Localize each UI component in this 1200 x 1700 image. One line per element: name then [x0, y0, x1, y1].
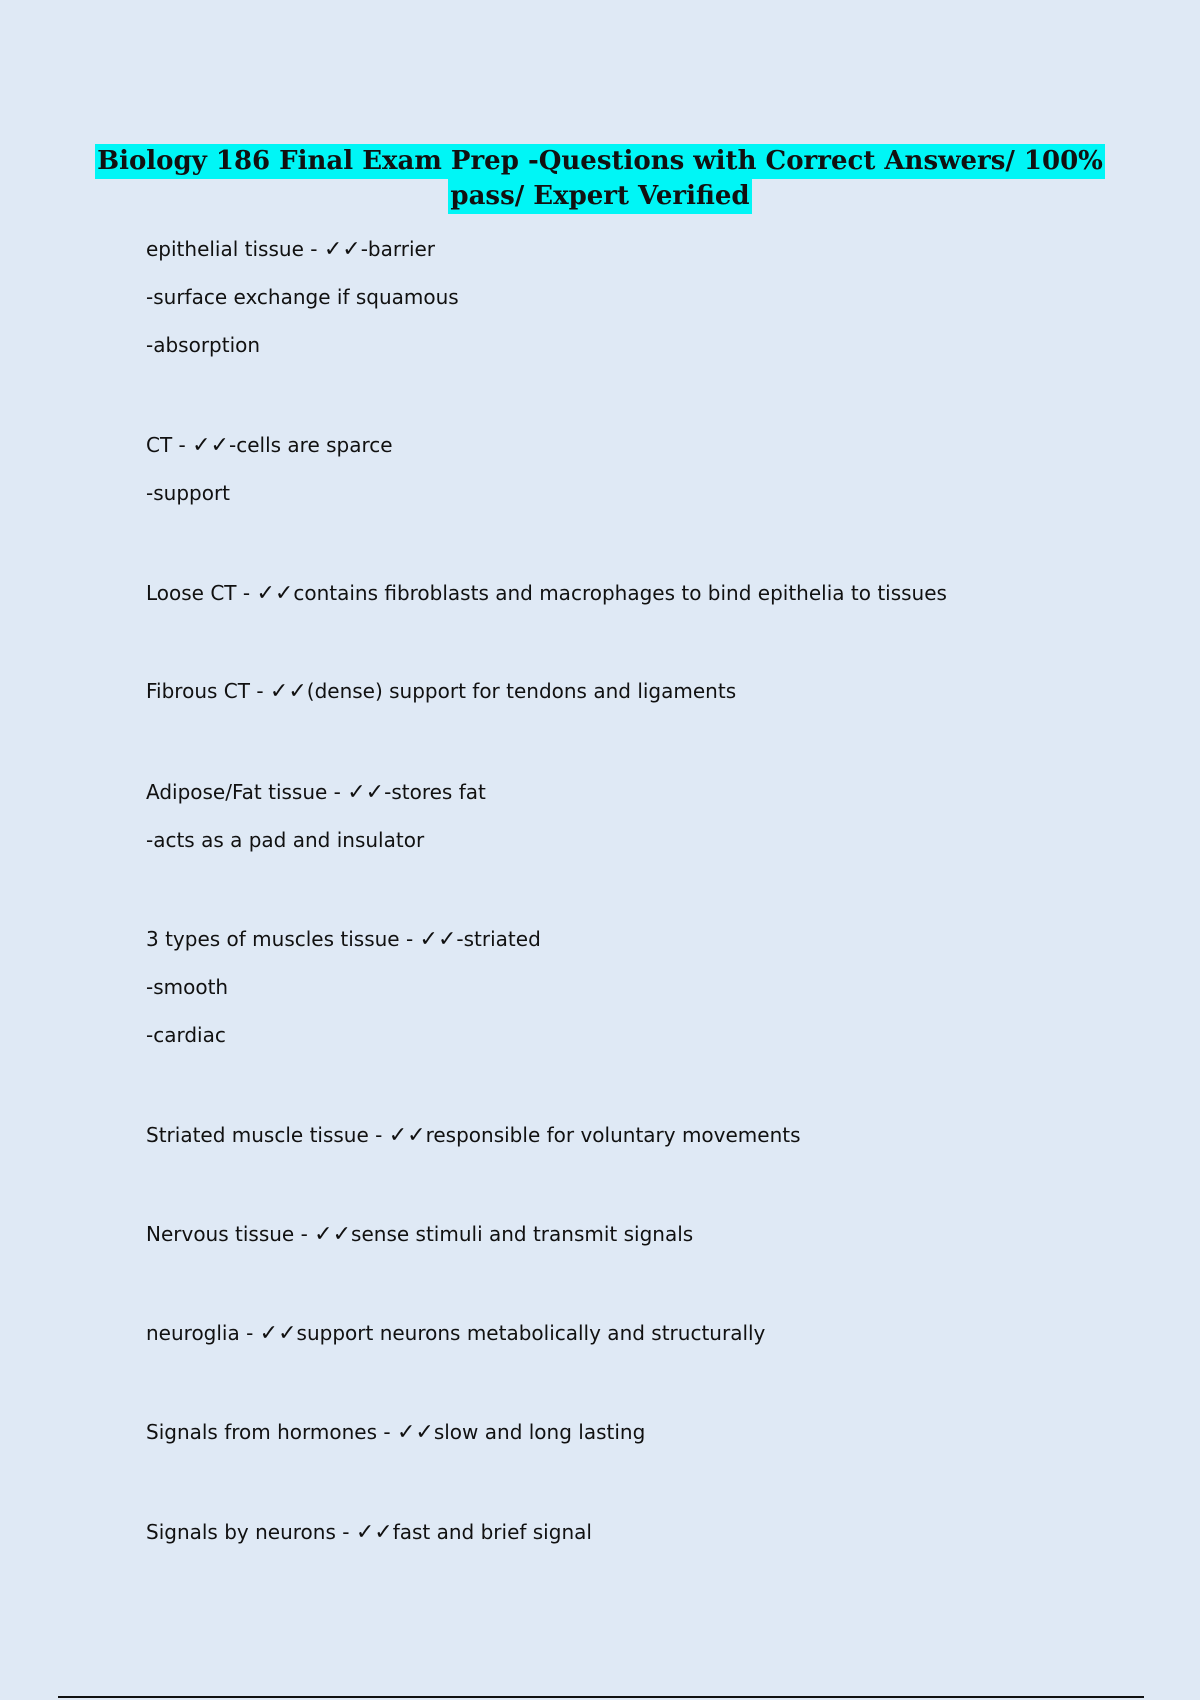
qa-answer: -stores fat: [384, 780, 486, 804]
double-check-icon: ✓✓: [396, 1420, 434, 1445]
qa-term: CT -: [146, 433, 193, 457]
qa-answer: -striated: [456, 927, 541, 951]
qa-entry-term-line: [146, 1221, 693, 1248]
qa-entry-term-line: [146, 1122, 801, 1149]
double-check-icon: ✓✓: [314, 1222, 352, 1247]
qa-term: Signals from hormones -: [146, 1420, 397, 1444]
qa-entry-term-line: [146, 432, 393, 459]
qa-answer-continuation: -cardiac: [146, 1023, 226, 1047]
qa-term: neuroglia -: [146, 1321, 260, 1345]
qa-answer-continuation: -surface exchange if squamous: [146, 285, 459, 309]
document-title: [0, 144, 1200, 214]
title-line-1: Biology 186 Final Exam Prep -Questions with Correct Answers/ 100%: [95, 144, 1105, 179]
qa-answer-continuation: -smooth: [146, 975, 229, 999]
qa-answer: -cells are sparce: [229, 433, 393, 457]
qa-answer: -barrier: [360, 237, 436, 261]
double-check-icon: ✓✓: [355, 1520, 393, 1545]
qa-term: 3 types of muscles tissue -: [146, 927, 420, 951]
qa-entry-term-line: [146, 1519, 592, 1546]
double-check-icon: ✓✓: [388, 1123, 426, 1148]
double-check-icon: ✓✓: [256, 581, 294, 606]
qa-term: Striated muscle tissue -: [146, 1123, 389, 1147]
double-check-icon: ✓✓: [323, 237, 361, 262]
qa-answer: contains fibroblasts and macrophages to bind epithelia to tissues: [293, 581, 947, 605]
qa-answer: responsible for voluntary movements: [425, 1123, 801, 1147]
qa-answer-continuation: -support: [146, 481, 231, 505]
qa-term: Nervous tissue -: [146, 1222, 315, 1246]
double-check-icon: ✓✓: [419, 927, 457, 952]
qa-answer: (dense) support for tendons and ligaments: [306, 679, 737, 703]
qa-answer: support neurons metabolically and structurally: [296, 1321, 766, 1345]
qa-term: Adipose/Fat tissue -: [146, 780, 348, 804]
double-check-icon: ✓✓: [269, 679, 307, 704]
qa-answer-continuation: -absorption: [146, 333, 261, 357]
qa-answer: slow and long lasting: [433, 1420, 646, 1444]
qa-term: Signals by neurons -: [146, 1520, 356, 1544]
qa-term: Fibrous CT -: [146, 679, 270, 703]
qa-entry-term-line: [146, 236, 435, 263]
qa-answer: sense stimuli and transmit signals: [351, 1222, 694, 1246]
footer-divider: [58, 1696, 1144, 1698]
qa-term: epithelial tissue -: [146, 237, 324, 261]
qa-answer: fast and brief signal: [392, 1520, 592, 1544]
double-check-icon: ✓✓: [347, 780, 385, 805]
qa-entry-term-line: [146, 1419, 645, 1446]
qa-entry-term-line: [146, 1320, 765, 1347]
double-check-icon: ✓✓: [259, 1321, 297, 1346]
qa-entry-term-line: [146, 678, 736, 705]
qa-entry-term-line: [146, 926, 541, 953]
title-line-2: pass/ Expert Verified: [448, 179, 751, 214]
qa-term: Loose CT -: [146, 581, 257, 605]
qa-entry-term-line: [146, 779, 486, 806]
double-check-icon: ✓✓: [192, 433, 229, 458]
qa-answer-continuation: -acts as a pad and insulator: [146, 828, 425, 852]
qa-entry-term-line: [146, 580, 947, 607]
